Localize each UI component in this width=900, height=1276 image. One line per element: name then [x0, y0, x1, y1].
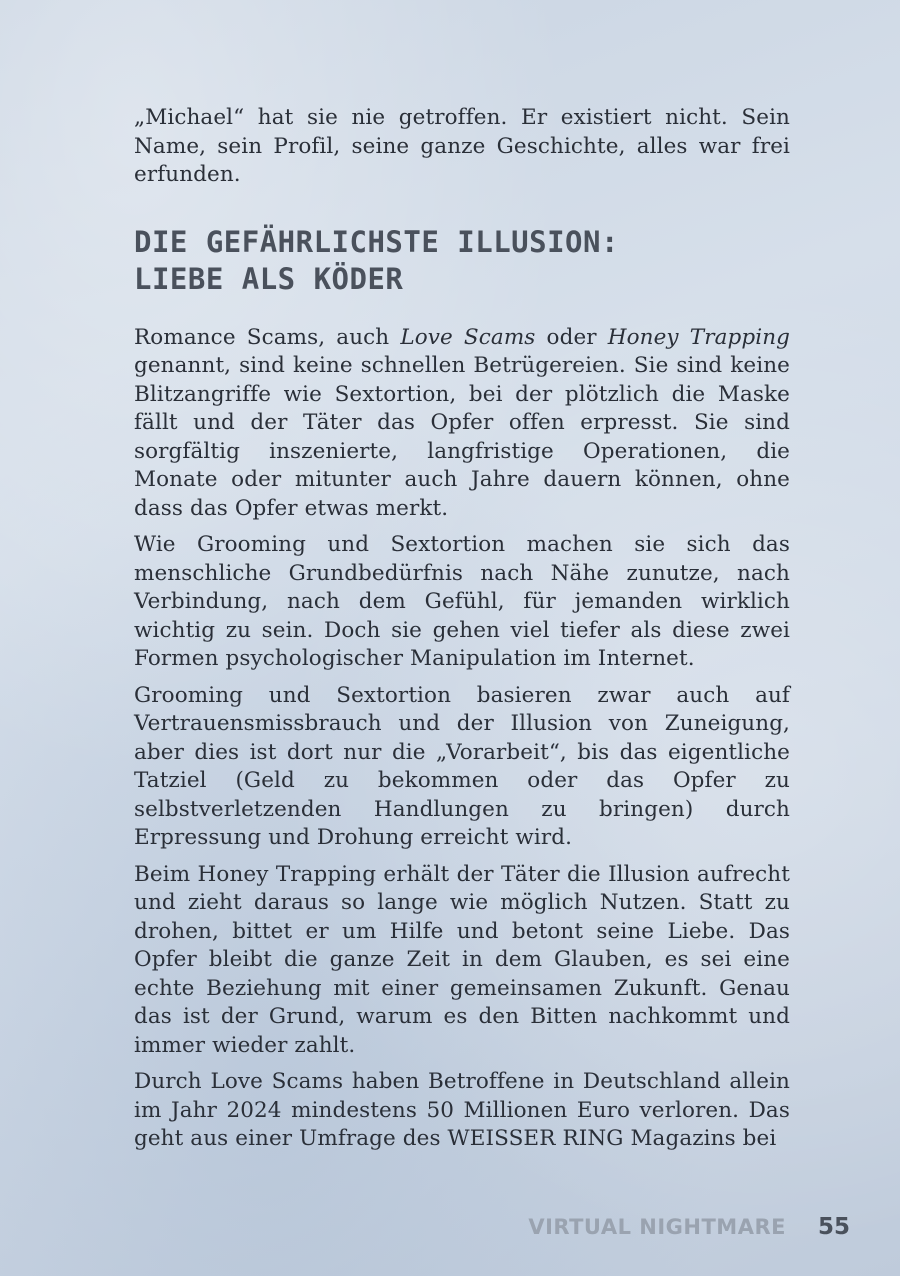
intro-paragraph: „Michael“ hat sie nie getroffen. Er existiert nicht. Sein Name, sein Profil, seine ganze Geschichte, alles war frei erfunden. [134, 105, 790, 187]
paragraph-1-text-a: Romance Scams, auch [134, 324, 401, 350]
paragraph-1-text-c: genannt, sind keine schnellen Betrügereien. Sie sind keine Blitzangriffe wie Sextortion, bei der plötzlich die Maske fällt und der Täter das Opfer offen erpresst. Sie sind sorgfältig inszenierte, langfristige Operationen, die Monate oder mitunter auch Jahre dauern können, ohne dass das Opfer etwas merkt. [134, 353, 790, 521]
page-number: 55 [817, 1214, 850, 1240]
body-paragraph-4: Beim Honey Trapping erhält der Täter die Illusion aufrecht und zieht daraus so lange wie möglich Nutzen. Statt zu drohen, bittet er um Hilfe und betont seine Liebe. Das Opfer bleibt die ganze Zeit in dem Glauben, es sei eine echte Beziehung mit einer gemeinsamen Zukunft. Genau das ist der Grund, warum es den Bitten nachkommt und immer wieder zahlt. [134, 861, 790, 1058]
paragraph-1-text-b: oder [535, 324, 608, 350]
section-heading-line2: LIEBE ALS KÖDER [134, 261, 404, 296]
paragraph-1-emphasis-honey-trapping: Honey Trapping [607, 324, 791, 350]
paragraph-1-emphasis-love-scams: Love Scams [400, 324, 536, 350]
footer-book-title: VIRTUAL NIGHTMARE [528, 1215, 786, 1239]
section-heading [134, 224, 790, 298]
section-heading-line1: DIE GEFÄHRLICHSTE ILLUSION: [134, 224, 619, 259]
body-paragraph-5: Durch Love Scams haben Betroffene in Deutschland allein im Jahr 2024 mindestens 50 Millionen Euro verloren. Das geht aus einer Umfrage des WEISSER RING Magazins bei [134, 1069, 790, 1151]
body-paragraph-1 [134, 324, 790, 524]
body-paragraph-2: Wie Grooming und Sextortion machen sie sich das menschliche Grundbedürfnis nach Nähe zunutze, nach Verbindung, nach dem Gefühl, für jemanden wirklich wichtig zu sein. Doch sie gehen viel tiefer als diese zwei Formen psychologischer Manipulation im Internet. [134, 532, 790, 671]
page-footer [528, 1214, 850, 1240]
body-paragraph-3: Grooming und Sextortion basieren zwar auch auf Vertrauensmissbrauch und der Illusion von Zuneigung, aber dies ist dort nur die „Vorarbeit“, bis das eigentliche Tatziel (Geld zu bekommen oder das Opfer zu selbstverletzenden Handlungen zu bringen) durch Erpressung und Drohung erreicht wird. [134, 682, 790, 850]
text-column [134, 104, 790, 1162]
